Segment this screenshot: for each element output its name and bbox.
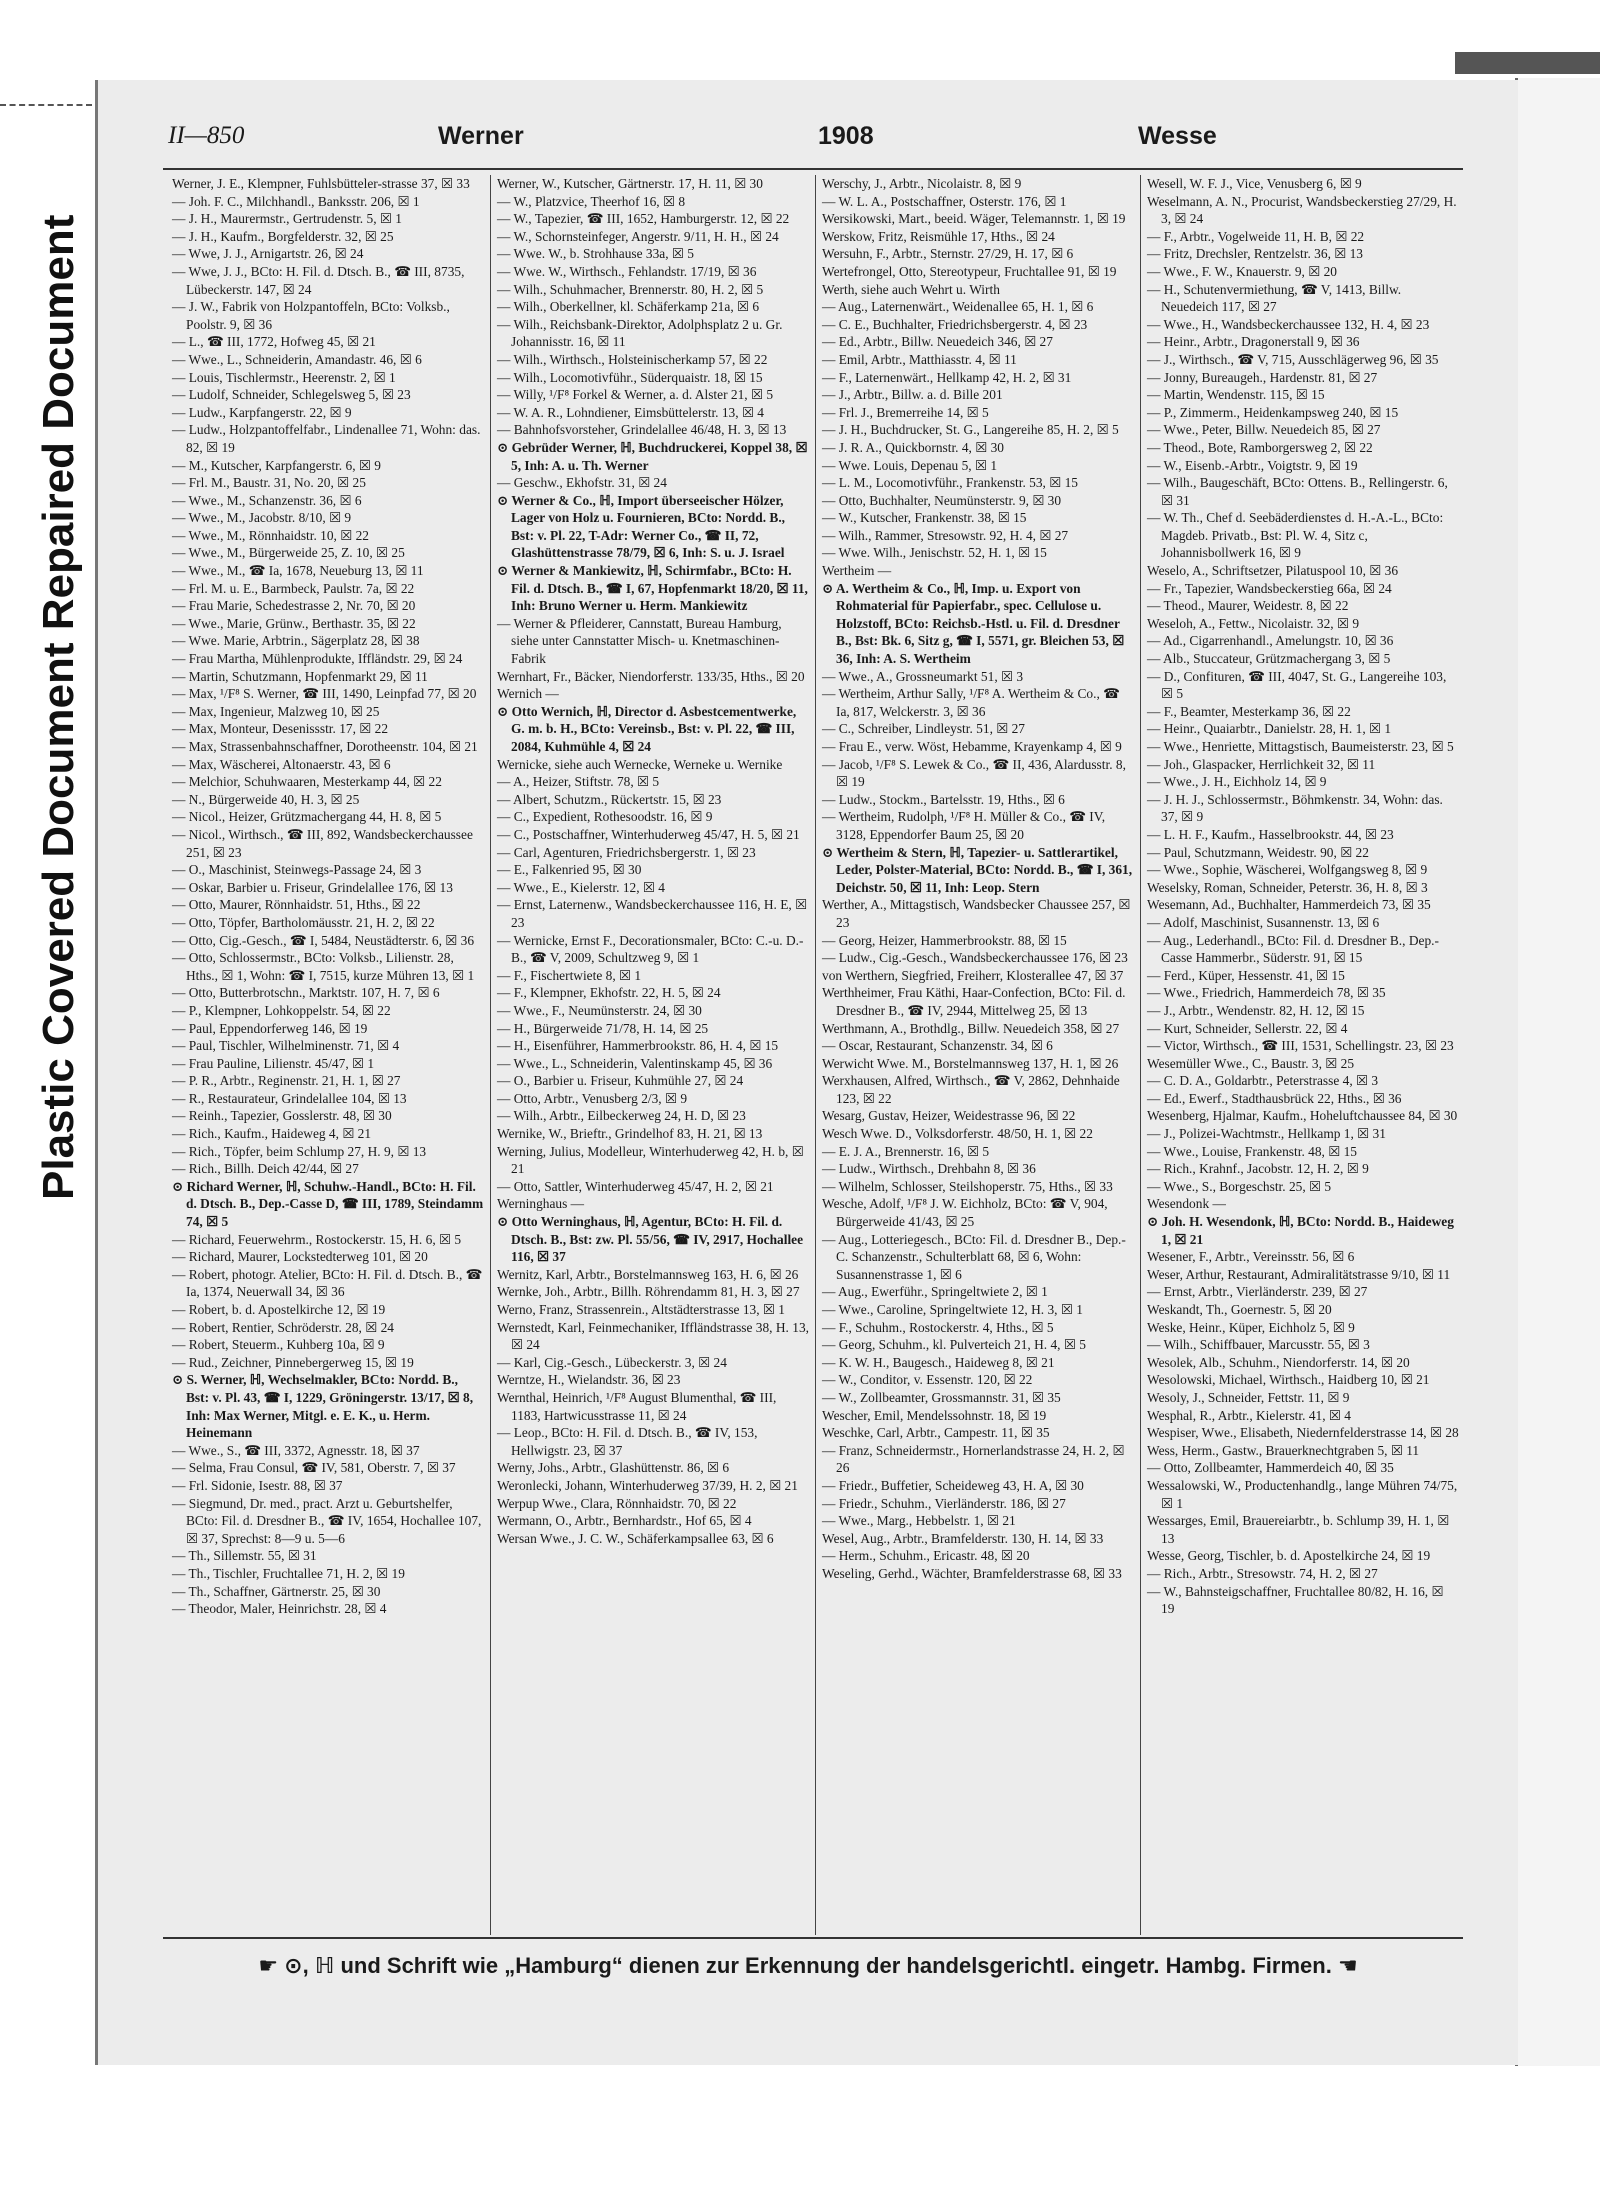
- directory-entry: — Max, ¹/F⁸ S. Werner, ☎ III, 1490, Leinpfad 77, ☒ 20: [172, 686, 477, 702]
- directory-entry: Wesphal, R., Arbtr., Kielerstr. 41, ☒ 4: [1147, 1407, 1351, 1423]
- directory-entry: Wesenberg, Hjalmar, Kaufm., Hoheluftchaussee 84, ☒ 30: [1147, 1108, 1458, 1124]
- directory-entry: — W., Bahnsteigschaffner, Fruchtallee 80/82, H. 16, ☒ 19: [1147, 1583, 1444, 1617]
- directory-entry: — L. M., Locomotivführ., Frankenstr. 53, ☒ 15: [822, 475, 1078, 491]
- directory-entry: — P., Klempner, Lohkoppelstr. 54, ☒ 22: [172, 1002, 391, 1018]
- directory-entry: — Wwe. Marie, Arbtrin., Sägerplatz 28, ☒ 38: [172, 633, 420, 649]
- directory-entry: Wersan Wwe., J. C. W., Schäferkampsallee 63, ☒ 6: [497, 1530, 774, 1546]
- directory-entry: — Theod., Maurer, Weidestr. 8, ☒ 22: [1147, 598, 1349, 614]
- directory-entry: Wersikowski, Mart., beeid. Wäger, Telemannstr. 1, ☒ 19: [822, 211, 1126, 227]
- directory-entry: — Wwe., Friedrich, Hammerdeich 78, ☒ 35: [1147, 985, 1386, 1001]
- directory-entry: — P. R., Arbtr., Reginenstr. 21, H. 1, ☒ 27: [172, 1073, 401, 1089]
- directory-entry: — A., Heizer, Stiftstr. 78, ☒ 5: [497, 774, 660, 790]
- directory-entry: — J. H., Kaufm., Borgfelderstr. 32, ☒ 25: [172, 228, 394, 244]
- directory-entry: — H., Bürgerweide 71/78, H. 14, ☒ 25: [497, 1020, 709, 1036]
- directory-entry: Wesemüller Wwe., C., Baustr. 3, ☒ 25: [1147, 1055, 1355, 1071]
- directory-entry: — Frl. Sidonie, Isestr. 88, ☒ 37: [172, 1477, 343, 1493]
- directory-entry: — Ludw., Holzpantoffelfabr., Lindenallee 71, Wohn: das. 82, ☒ 19: [172, 422, 481, 455]
- directory-entry: Werxhausen, Alfred, Wirthsch., ☎ V, 2862, Dehnhaide 123, ☒ 22: [822, 1073, 1120, 1106]
- directory-entry: — Martin, Wendenstr. 115, ☒ 15: [1147, 387, 1325, 403]
- footer-note: ☛ ⊙, ℍ und Schrift wie „Hamburg“ dienen zur Erkennung der handelsgerichtl. eingetr. Hambg. Firmen. ☚: [258, 1953, 1358, 1978]
- directory-entry: — Wwe. W., b. Strohhause 33a, ☒ 5: [497, 246, 694, 262]
- directory-entry: — Leop., BCto: H. Fil. d. Dtsch. B., ☎ IV, 153, Hellwigstr. 23, ☒ 37: [497, 1425, 758, 1458]
- directory-entry: — Ludw., Karpfangerstr. 22, ☒ 9: [172, 404, 352, 420]
- directory-entry: Wermann, O., Arbtr., Bernhardstr., Hof 65, ☒ 4: [497, 1513, 752, 1529]
- directory-entry: Wescher, Emil, Mendelssohnstr. 18, ☒ 19: [822, 1407, 1047, 1423]
- directory-entry: — N., Bürgerweide 40, H. 3, ☒ 25: [172, 791, 360, 807]
- directory-entry: — Otto, Sattler, Winterhuderweg 45/47, H. 2, ☒ 21: [497, 1178, 774, 1194]
- directory-entry: Weselsky, Roman, Schneider, Peterstr. 36, H. 8, ☒ 3: [1147, 879, 1428, 895]
- directory-entry: Wertefrongel, Otto, Stereotypeur, Fruchtallee 91, ☒ 19: [822, 263, 1117, 279]
- directory-entry: Wesse, Georg, Tischler, b. d. Apostelkirche 24, ☒ 19: [1147, 1548, 1431, 1564]
- header-first-entry: Werner: [438, 122, 524, 150]
- directory-entry: — F., Laternenwärt., Hellkamp 42, H. 2, ☒ 31: [822, 369, 1072, 385]
- directory-entry: — H., Eisenführer, Hammerbrookstr. 86, H. 4, ☒ 15: [497, 1038, 779, 1054]
- directory-entry: — Franz, Schneidermstr., Hornerlandstrasse 24, H. 2, ☒ 26: [822, 1442, 1125, 1476]
- directory-entry: — J., Arbtr., Wendenstr. 82, H. 12, ☒ 15: [1147, 1002, 1365, 1018]
- directory-entry: Wesendonk —: [1147, 1196, 1226, 1212]
- directory-entry: Wessalowski, W., Productenhandlg., lange Mühren 74/75, ☒ 1: [1147, 1477, 1458, 1511]
- directory-entry: — Max, Ingenieur, Malzweg 10, ☒ 25: [172, 703, 380, 719]
- directory-entry: — K. W. H., Baugesch., Haideweg 8, ☒ 21: [822, 1354, 1055, 1370]
- directory-entry: Wesel, Aug., Arbtr., Bramfelderstr. 130, H. 14, ☒ 33: [822, 1530, 1104, 1546]
- directory-entry: Wesell, W. F. J., Vice, Venusberg 6, ☒ 9: [1147, 176, 1362, 191]
- directory-entry: — Otto, Cig.-Gesch., ☎ I, 5484, Neustädterstr. 6, ☒ 36: [172, 932, 475, 948]
- directory-entry: Wesoly, J., Schneider, Fettstr. 11, ☒ 9: [1147, 1389, 1350, 1405]
- directory-entry: — Frau Pauline, Lilienstr. 45/47, ☒ 1: [172, 1055, 375, 1071]
- directory-entry: — Robert, Rentier, Schröderstr. 28, ☒ 24: [172, 1319, 394, 1335]
- directory-entry: Wernhart, Fr., Bäcker, Niendorferstr. 133/35, Hths., ☒ 20: [497, 668, 805, 684]
- directory-entry: — Otto, Buchhalter, Neumünsterstr. 9, ☒ 30: [822, 492, 1062, 508]
- directory-entry: — Rich., Krahnf., Jacobstr. 12, H. 2, ☒ 9: [1147, 1161, 1369, 1177]
- directory-entry: — Th., Tischler, Fruchtallee 71, H. 2, ☒ 19: [172, 1565, 405, 1581]
- directory-entry: — W. L. A., Postschaffner, Osterstr. 176, ☒ 1: [822, 193, 1067, 209]
- directory-entry: — Jacob, ¹/F⁸ S. Lewek & Co., ☎ II, 436, Alardusstr. 8, ☒ 19: [822, 756, 1126, 790]
- directory-entry: — Wwe., L., Schneiderin, Valentinskamp 45, ☒ 36: [497, 1055, 773, 1071]
- directory-entry: Wernstedt, Karl, Feinmechaniker, Iffländstrasse 38, H. 13, ☒ 24: [497, 1319, 809, 1353]
- column-2: [491, 175, 816, 1935]
- directory-entry: — Wwe., Peter, Billw. Neuedeich 85, ☒ 27: [1147, 422, 1381, 438]
- directory-entry: — Otto, Butterbrotschn., Marktstr. 107, H. 7, ☒ 6: [172, 985, 440, 1001]
- directory-entry: — Wwe., F., Neumünsterstr. 24, ☒ 30: [497, 1002, 702, 1018]
- directory-entry: ⊙ A. Wertheim & Co., ℍ, Imp. u. Export von Rohmaterial für Papierfabr., spec. Cellulose u. Holzstoff, BCto: Reichsb.-Hstl. u. Fil. d. Dresdner B., Bst: Bk. 6, Sitz g, ☎ I, 5571, gr. Bleichen 53, ☒ 36, Inh: A. S. Wertheim: [822, 580, 1125, 667]
- directory-entry: Wersuhn, F., Arbtr., Sternstr. 27/29, H. 17, ☒ 6: [822, 246, 1074, 262]
- directory-entry: Wesche, Adolf, ¹/F⁸ J. W. Eichholz, BCto: ☎ V, 904, Bürgerweide 41/43, ☒ 25: [822, 1196, 1108, 1230]
- directory-entry: Werther, A., Mittagstisch, Wandsbecker Chaussee 257, ☒ 23: [822, 897, 1131, 930]
- header-last-entry: Wesse: [1138, 122, 1217, 150]
- directory-entry: — Fr., Tapezier, Wandsbeckerstieg 66a, ☒ 24: [1147, 580, 1392, 596]
- entry-columns: [166, 175, 1466, 1935]
- directory-entry: — J. R. A., Quickbornstr. 4, ☒ 30: [822, 439, 1004, 455]
- directory-entry: — Wwe., M., Bürgerweide 25, Z. 10, ☒ 25: [172, 545, 405, 561]
- directory-entry: — J. H., Buchdrucker, St. G., Langereihe 85, H. 2, ☒ 5: [822, 422, 1119, 438]
- directory-entry: — Theodor, Maler, Heinrichstr. 28, ☒ 4: [172, 1601, 387, 1617]
- directory-entry: Werning, Julius, Modelleur, Winterhuderweg 42, H. b, ☒ 21: [497, 1143, 804, 1177]
- directory-entry: Weselo, A., Schriftsetzer, Pilatuspool 10, ☒ 36: [1147, 563, 1399, 579]
- directory-entry: Wernicke, siehe auch Wernecke, Werneke u. Wernike: [497, 756, 783, 772]
- directory-entry: — Nicol., Heizer, Grützmachergang 44, H. 8, ☒ 5: [172, 809, 442, 825]
- directory-entry: — O., Barbier u. Friseur, Kuhmühle 27, ☒ 24: [497, 1073, 744, 1089]
- directory-entry: Weseling, Gerhd., Wächter, Bramfelderstrasse 68, ☒ 33: [822, 1565, 1122, 1581]
- directory-entry: — Wwe., H., Wandsbeckerchaussee 132, H. 4, ☒ 23: [1147, 316, 1430, 332]
- directory-entry: Weronlecki, Johann, Winterhuderweg 37/39, H. 2, ☒ 21: [497, 1477, 798, 1493]
- directory-entry: — Frl. J., Bremerreihe 14, ☒ 5: [822, 404, 989, 420]
- directory-entry: — Wwe., Louise, Frankenstr. 48, ☒ 15: [1147, 1143, 1357, 1159]
- page-number: II—850: [168, 122, 245, 149]
- directory-entry: — Wilh., Rammer, Stresowstr. 92, H. 4, ☒ 27: [822, 527, 1069, 543]
- directory-entry: Wessarges, Emil, Brauereiarbtr., b. Schlump 39, H. 1, ☒ 13: [1147, 1513, 1450, 1546]
- directory-entry: Werninghaus —: [497, 1196, 585, 1212]
- directory-entry: — Ludw., Wirthsch., Drehbahn 8, ☒ 36: [822, 1161, 1036, 1177]
- directory-entry: — Wwe., M., ☎ Ia, 1678, Neueburg 13, ☒ 11: [172, 563, 424, 579]
- directory-entry: — Geschw., Ekhofstr. 31, ☒ 24: [497, 475, 667, 491]
- column-3: [816, 175, 1141, 1935]
- directory-entry: — Otto, Töpfer, Bartholomäusstr. 21, H. 2, ☒ 22: [172, 914, 435, 930]
- directory-entry: — Friedr., Buffetier, Scheideweg 43, H. A, ☒ 30: [822, 1477, 1084, 1493]
- directory-entry: Wespiser, Wwe., Elisabeth, Niedernfelderstrasse 14, ☒ 28: [1147, 1425, 1459, 1441]
- directory-entry: — Wilh., Schiffbauer, Marcusstr. 55, ☒ 3: [1147, 1337, 1370, 1353]
- directory-entry: — Wwe., F. W., Knauerstr. 9, ☒ 20: [1147, 263, 1337, 279]
- directory-entry: — Joh. F. C., Milchhandl., Banksstr. 206, ☒ 1: [172, 193, 420, 209]
- directory-entry: — Reinh., Tapezier, Gosslerstr. 48, ☒ 30: [172, 1108, 392, 1124]
- directory-entry: ⊙ Otto Wernich, ℍ, Director d. Asbestcementwerke, G. m. b. H., BCto: Vereinsb., Bst: v. Pl. 22, ☎ III, 2084, Kuhmühle 4, ☒ 24: [497, 703, 797, 754]
- directory-entry: — E., Falkenried 95, ☒ 30: [497, 862, 642, 878]
- directory-entry: — Otto, Zollbeamter, Hammerdeich 40, ☒ 35: [1147, 1460, 1394, 1476]
- directory-entry: — Max, Wäscherei, Altonaerstr. 43, ☒ 6: [172, 756, 391, 772]
- directory-entry: — C., Schreiber, Lindleystr. 51, ☒ 27: [822, 721, 1026, 737]
- directory-entry: — Wilh., Schuhmacher, Brennerstr. 80, H. 2, ☒ 5: [497, 281, 764, 297]
- directory-entry: — Ludolf, Schneider, Schlegelsweg 5, ☒ 23: [172, 387, 411, 403]
- directory-entry: — Kurt, Schneider, Sellerstr. 22, ☒ 4: [1147, 1020, 1348, 1036]
- directory-entry: — J., Arbtr., Billw. a. d. Bille 201: [822, 387, 1003, 403]
- directory-entry: — Alb., Stuccateur, Grützmachergang 3, ☒ 5: [1147, 651, 1391, 667]
- directory-entry: — Wwe., M., Schanzenstr. 36, ☒ 6: [172, 492, 362, 508]
- directory-entry: Werthmann, A., Brothdlg., Billw. Neuedeich 358, ☒ 27: [822, 1020, 1120, 1036]
- directory-entry: Weser, Arthur, Restaurant, Admiralitätstrasse 9/10, ☒ 11: [1147, 1266, 1451, 1282]
- facing-page-edge-bar: [1455, 52, 1600, 74]
- directory-entry: — J., Wirthsch., ☎ V, 715, Ausschlägerweg 96, ☒ 35: [1147, 351, 1439, 367]
- directory-entry: ⊙ Werner & Co., ℍ, Import überseeischer Hölzer, Lager von Holz u. Fournieren, BCto: Nordd. B., Bst: v. Pl. 22, T-Adr: Werner Co., ☎ II, 72, Glashüttenstrasse 78/79, ☒ 6, Inh: S. u. J. Israel: [497, 492, 786, 561]
- directory-entry: Wernthal, Heinrich, ¹/F⁸ August Blumenthal, ☎ III, 1183, Hartwicusstrasse 11, ☒ 24: [497, 1389, 777, 1423]
- directory-entry: — Fritz, Drechsler, Rentzelstr. 36, ☒ 13: [1147, 246, 1364, 262]
- directory-entry: — Richard, Feuerwehrm., Rostockerstr. 15, H. 6, ☒ 5: [172, 1231, 462, 1247]
- directory-entry: — W., Schornsteinfeger, Angerstr. 9/11, H. H., ☒ 24: [497, 228, 779, 244]
- footer-rule: [163, 1937, 1463, 1939]
- directory-entry: — F., Arbtr., Vogelweide 11, H. B, ☒ 22: [1147, 228, 1365, 244]
- directory-entry: Weschke, Carl, Arbtr., Campestr. 11, ☒ 35: [822, 1425, 1050, 1441]
- directory-entry: Werskow, Fritz, Reismühle 17, Hths., ☒ 24: [822, 228, 1055, 244]
- facing-page-edge: [1515, 78, 1600, 2066]
- directory-entry: — Rich., Billh. Deich 42/44, ☒ 27: [172, 1161, 359, 1177]
- directory-entry: — Paul, Schutzmann, Weidestr. 90, ☒ 22: [1147, 844, 1369, 860]
- directory-entry: — Robert, photogr. Atelier, BCto: H. Fil. d. Dtsch. B., ☎ Ia, 1374, Neuerwall 34, ☒ 36: [172, 1266, 483, 1300]
- directory-entry: — Bahnhofsvorsteher, Grindelallee 46/48, H. 3, ☒ 13: [497, 422, 787, 438]
- directory-entry: — W. A. R., Lohndiener, Eimsbüttelerstr. 13, ☒ 4: [497, 404, 764, 420]
- directory-entry: — F., Beamter, Mesterkamp 36, ☒ 22: [1147, 703, 1351, 719]
- directory-entry: — Wwe, J. J., Arnigartstr. 26, ☒ 24: [172, 246, 364, 262]
- directory-entry: Weskandt, Th., Goernestr. 5, ☒ 20: [1147, 1302, 1332, 1317]
- directory-entry: — H., Schutenvermiethung, ☎ V, 1413, Billw. Neuedeich 117, ☒ 27: [1147, 281, 1402, 315]
- directory-entry: — Victor, Wirthsch., ☎ III, 1531, Schellingstr. 23, ☒ 23: [1147, 1038, 1454, 1054]
- directory-entry: — Frau E., verw. Wöst, Hebamme, Krayenkamp 4, ☒ 9: [822, 739, 1122, 754]
- directory-entry: ⊙ Otto Werninghaus, ℍ, Agentur, BCto: H. Fil. d. Dtsch. B., Bst: zw. Pl. 55/56, ☎ IV, 2917, Hochallee 116, ☒ 37: [497, 1214, 804, 1265]
- directory-entry: — Ed., Ewerf., Stadthausbrück 22, Hths., ☒ 36: [1147, 1090, 1402, 1106]
- directory-entry: — Wernicke, Ernst F., Decorationsmaler, BCto: C.-u. D.-B., ☎ V, 2009, Schultzweg 9, ☒ 1: [497, 932, 804, 966]
- directory-entry: — Ed., Arbtr., Billw. Neuedeich 346, ☒ 27: [822, 334, 1053, 350]
- directory-entry: — Ludw., Stockm., Bartelsstr. 19, Hths., ☒ 6: [822, 791, 1065, 807]
- directory-entry: — J. W., Fabrik von Holzpantoffeln, BCto: Volksb., Poolstr. 9, ☒ 36: [172, 299, 450, 332]
- directory-entry: Wesener, F., Arbtr., Vereinsstr. 56, ☒ 6: [1147, 1249, 1355, 1265]
- directory-entry: — Frau Marie, Schedestrasse 2, Nr. 70, ☒ 20: [172, 598, 416, 614]
- directory-entry: — Wwe., Caroline, Springeltwiete 12, H. 3, ☒ 1: [822, 1302, 1083, 1317]
- directory-entry: — Wwe., L., Schneiderin, Amandastr. 46, ☒ 6: [172, 351, 422, 367]
- directory-entry: Weske, Heinr., Küper, Eichholz 5, ☒ 9: [1147, 1319, 1355, 1335]
- directory-entry: ⊙ S. Werner, ℍ, Wechselmakler, BCto: Nordd. B., Bst: v. Pl. 43, ☎ I, 1229, Gröningerstr. 13/17, ☒ 8, Inh: Max Werner, Mitgl. e. E. K., u. Herm. Heinemann: [172, 1372, 474, 1441]
- directory-entry: — Martin, Schutzmann, Hopfenmarkt 29, ☒ 11: [172, 668, 428, 684]
- directory-entry: Wesarg, Gustav, Heizer, Weidestrasse 96, ☒ 22: [822, 1108, 1076, 1124]
- directory-entry: — W., Platzvice, Theerhof 16, ☒ 8: [497, 193, 686, 209]
- directory-entry: — Wwe., A., Grossneumarkt 51, ☒ 3: [822, 668, 1024, 684]
- directory-entry: ⊙ Werner & Mankiewitz, ℍ, Schirmfabr., BCto: H. Fil. d. Dtsch. B., ☎ I, 67, Hopfenmarkt 18/20, ☒ 11, Inh: Bruno Werner u. Herm. Mankiewitz: [497, 563, 808, 614]
- directory-entry: — F., Schuhm., Rostockerstr. 4, Hths., ☒ 5: [822, 1319, 1054, 1335]
- directory-entry: — Melchior, Schuhwaaren, Mesterkamp 44, ☒ 22: [172, 774, 442, 790]
- directory-entry: — C. D. A., Goldarbtr., Peterstrasse 4, ☒ 3: [1147, 1073, 1379, 1089]
- directory-entry: — F., Fischertwiete 8, ☒ 1: [497, 967, 642, 983]
- directory-entry: — Siegmund, Dr. med., pract. Arzt u. Geburtshelfer, BCto: Fil. d. Dresdner B., ☎ IV, 1654, Hochallee 107, ☒ 37, Sprechst: 8—9 u. 5—6: [172, 1495, 482, 1546]
- directory-entry: — Theod., Bote, Ramborgersweg 2, ☒ 22: [1147, 439, 1373, 455]
- directory-entry: Werth, siehe auch Wehrt u. Wirth: [822, 281, 1000, 297]
- directory-entry: — Wilh., Wirthsch., Holsteinischerkamp 57, ☒ 22: [497, 351, 768, 367]
- directory-entry: — Ferd., Küper, Hessenstr. 41, ☒ 15: [1147, 967, 1345, 983]
- directory-entry: — W., Eisenb.-Arbtr., Voigtstr. 9, ☒ 19: [1147, 457, 1358, 473]
- directory-entry: — Emil, Arbtr., Matthiasstr. 4, ☒ 11: [822, 351, 1017, 367]
- directory-entry: — Werner & Pfleiderer, Cannstatt, Bureau Hamburg, siehe unter Cannstatter Misch- u. Knetmaschinen-Fabrik: [497, 615, 782, 667]
- directory-entry: Wernike, W., Brieftr., Grindelhof 83, H. 21, ☒ 13: [497, 1126, 763, 1142]
- directory-entry: — Heinr., Quaiarbtr., Danielstr. 28, H. 1, ☒ 1: [1147, 721, 1392, 737]
- side-label: Plastic Covered Document Repaired Document: [34, 214, 83, 1200]
- directory-entry: — Joh., Glaspacker, Herrlichkeit 32, ☒ 11: [1147, 756, 1376, 772]
- directory-entry: — C., Postschaffner, Winterhuderweg 45/47, H. 5, ☒ 21: [497, 826, 800, 842]
- directory-entry: — D., Confituren, ☎ III, 4047, St. G., Langereihe 103, ☒ 5: [1147, 668, 1447, 702]
- directory-entry: — Aug., Lederhandl., BCto: Fil. d. Dresdner B., Dep.-Casse Hammerbr., Süderstr. 91, ☒ 15: [1147, 932, 1439, 966]
- directory-entry: Wesch Wwe. D., Volksdorferstr. 48/50, H. 1, ☒ 22: [822, 1126, 1093, 1142]
- column-1: [166, 175, 491, 1935]
- directory-entry: — Albert, Schutzm., Rückertstr. 15, ☒ 23: [497, 791, 722, 807]
- directory-entry: — Aug., Laternenwärt., Weidenallee 65, H. 1, ☒ 6: [822, 299, 1094, 315]
- directory-entry: — Richard, Maurer, Lockstedterweg 101, ☒ 20: [172, 1249, 428, 1265]
- directory-entry: — Jonny, Bureaugeh., Hardenstr. 81, ☒ 27: [1147, 369, 1378, 385]
- directory-entry: — Rich., Arbtr., Stresowstr. 74, H. 2, ☒ 27: [1147, 1565, 1378, 1581]
- directory-entry: Werthheimer, Frau Käthi, Haar-Confection, BCto: Fil. d. Dresdner B., ☎ IV, 2944, Mittelweg 25, ☒ 13: [822, 985, 1126, 1018]
- directory-entry: Wesemann, Ad., Buchhalter, Hammerdeich 73, ☒ 35: [1147, 897, 1431, 913]
- directory-entry: — Wertheim, Arthur Sally, ¹/F⁸ A. Wertheim & Co., ☎ Ia, 817, Welckerstr. 3, ☒ 36: [822, 686, 1120, 719]
- directory-entry: — Wilh., Locomotivführ., Süderquaistr. 18, ☒ 15: [497, 369, 763, 385]
- directory-entry: — Friedr., Schuhm., Vierländerstr. 186, ☒ 27: [822, 1495, 1066, 1511]
- directory-entry: Wess, Herm., Gastw., Brauerknechtgraben 5, ☒ 11: [1147, 1442, 1420, 1458]
- directory-entry: — Wwe. W., Wirthsch., Fehlandstr. 17/19, ☒ 36: [497, 263, 757, 279]
- directory-entry: — O., Maschinist, Steinwegs-Passage 24, ☒ 3: [172, 862, 422, 878]
- directory-entry: — Ernst, Laternenw., Wandsbeckerchaussee 116, H. E, ☒ 23: [497, 897, 808, 930]
- directory-entry: — Rich., Kaufm., Haideweg 4, ☒ 21: [172, 1126, 372, 1142]
- directory-entry: Wesolek, Alb., Schuhm., Niendorferstr. 14, ☒ 20: [1147, 1354, 1410, 1370]
- directory-entry: — Heinr., Arbtr., Dragonerstall 9, ☒ 36: [1147, 334, 1360, 350]
- directory-entry: — Wilh., Oberkellner, kl. Schäferkamp 21a, ☒ 6: [497, 299, 760, 315]
- directory-entry: — W., Zollbeamter, Grossmannstr. 31, ☒ 35: [822, 1389, 1061, 1405]
- directory-entry: — Max, Monteur, Desenissstr. 17, ☒ 22: [172, 721, 389, 737]
- directory-entry: Werno, Franz, Strassenrein., Altstädterstrasse 13, ☒ 1: [497, 1302, 785, 1317]
- directory-entry: — Oscar, Restaurant, Schanzenstr. 34, ☒ 6: [822, 1038, 1053, 1054]
- directory-entry: — Herm., Schuhm., Ericastr. 48, ☒ 20: [822, 1548, 1030, 1564]
- directory-entry: Wesolowski, Michael, Wirthsch., Haidberg 10, ☒ 21: [1147, 1372, 1430, 1388]
- directory-entry: — Wilh., Arbtr., Eilbeckerweg 24, H. D, ☒ 23: [497, 1108, 746, 1124]
- directory-entry: — Ernst, Arbtr., Vierländerstr. 239, ☒ 27: [1147, 1284, 1368, 1300]
- directory-entry: — J. H. J., Schlossermstr., Böhmkenstr. 34, Wohn: das. 37, ☒ 9: [1147, 791, 1443, 825]
- directory-entry: — Oskar, Barbier u. Friseur, Grindelallee 176, ☒ 13: [172, 879, 453, 895]
- directory-entry: — Wwe. Wilh., Jenischstr. 52, H. 1, ☒ 15: [822, 545, 1047, 561]
- directory-entry: Werntze, H., Wielandstr. 36, ☒ 23: [497, 1372, 681, 1388]
- directory-page: [95, 80, 1518, 2065]
- directory-entry: Weseloh, A., Fettw., Nicolaistr. 32, ☒ 9: [1147, 615, 1360, 631]
- directory-entry: — Aug., Ewerführ., Springeltwiete 2, ☒ 1: [822, 1284, 1048, 1300]
- directory-entry: Werpup Wwe., Clara, Rönnhaidstr. 70, ☒ 22: [497, 1495, 737, 1511]
- directory-entry: — L., ☎ III, 1772, Hofweg 45, ☒ 21: [172, 334, 376, 350]
- directory-entry: — Ad., Cigarrenhandl., Amelungstr. 10, ☒ 36: [1147, 633, 1394, 649]
- directory-entry: — P., Zimmerm., Heidenkampsweg 240, ☒ 15: [1147, 404, 1399, 420]
- directory-entry: — Frau Martha, Mühlenprodukte, Iffländstr. 29, ☒ 24: [172, 651, 463, 667]
- directory-entry: Wernitz, Karl, Arbtr., Borstelmannsweg 163, H. 6, ☒ 26: [497, 1266, 799, 1282]
- directory-entry: Weselmann, A. N., Procurist, Wandsbeckerstieg 27/29, H. 3, ☒ 24: [1147, 193, 1457, 227]
- directory-entry: ⊙ Richard Werner, ℍ, Schuhw.-Handl., BCto: H. Fil. d. Dtsch. B., Dep.-Casse D, ☎ III, 1789, Steindamm 74, ☒ 5: [172, 1178, 484, 1230]
- directory-entry: Werschy, J., Arbtr., Nicolaistr. 8, ☒ 9: [822, 176, 1022, 191]
- directory-entry: — Wwe., Marg., Hebbelstr. 1, ☒ 21: [822, 1513, 1016, 1529]
- directory-entry: — Th., Sillemstr. 55, ☒ 31: [172, 1548, 317, 1564]
- directory-entry: — Paul, Tischler, Wilhelminenstr. 71, ☒ 4: [172, 1038, 400, 1054]
- directory-entry: — Aug., Lotteriegesch., BCto: Fil. d. Dresdner B., Dep.-C. Schanzenstr., Schulterblatt 68, ☒ 6, Wohn: Susannenstrasse 1, ☒ 6: [822, 1231, 1126, 1282]
- directory-entry: — Wwe., M., Jacobstr. 8/10, ☒ 9: [172, 510, 352, 526]
- directory-entry: — Willy, ¹/F⁸ Forkel & Werner, a. d. Alster 21, ☒ 5: [497, 387, 774, 403]
- directory-entry: ⊙ Joh. H. Wesendonk, ℍ, BCto: Nordd. B., Haideweg 1, ☒ 21: [1147, 1214, 1454, 1247]
- directory-entry: Werner, W., Kutscher, Gärtnerstr. 17, H. 11, ☒ 30: [497, 176, 763, 191]
- directory-entry: ⊙ Wertheim & Stern, ℍ, Tapezier- u. Sattlerartikel, Leder, Polster-Material, BCto: Nordd. B., ☎ I, 361, Deichstr. 50, ☒ 11, Inh: Leop. Stern: [822, 844, 1133, 895]
- directory-entry: — Robert, b. d. Apostelkirche 12, ☒ 19: [172, 1302, 386, 1317]
- directory-entry: — J., Polizei-Wachtmstr., Hellkamp 1, ☒ 31: [1147, 1126, 1386, 1142]
- directory-entry: — Wertheim, Rudolph, ¹/F⁸ H. Müller & Co., ☎ IV, 3128, Eppendorfer Baum 25, ☒ 20: [822, 809, 1106, 842]
- directory-entry: — Wwe., Sophie, Wäscherei, Wolfgangsweg 8, ☒ 9: [1147, 862, 1428, 878]
- header-rule: [163, 168, 1463, 170]
- directory-entry: — Otto, Schlossermstr., BCto: Volksb., Lilienstr. 28, Hths., ☒ 1, Wohn: ☎ I, 7515, kurze Mühren 13, ☒ 1: [172, 950, 475, 983]
- directory-entry: — Georg, Heizer, Hammerbrookstr. 88, ☒ 15: [822, 932, 1067, 948]
- directory-entry: — Wwe., Henriette, Mittagstisch, Baumeisterstr. 23, ☒ 5: [1147, 739, 1454, 754]
- directory-entry: Werny, Johs., Arbtr., Glashüttenstr. 86, ☒ 6: [497, 1460, 730, 1476]
- directory-entry: von Werthern, Siegfried, Freiherr, Klosterallee 47, ☒ 37: [822, 967, 1124, 983]
- directory-entry: — R., Restaurateur, Grindelallee 104, ☒ 13: [172, 1090, 407, 1106]
- directory-entry: — E. J. A., Brennerstr. 16, ☒ 5: [822, 1143, 990, 1159]
- directory-entry: — Selma, Frau Consul, ☎ IV, 581, Oberstr. 7, ☒ 37: [172, 1460, 456, 1476]
- directory-entry: — Otto, Maurer, Rönnhaidstr. 51, Hths., ☒ 22: [172, 897, 421, 913]
- directory-entry: — Wilhelm, Schlosser, Steilshoperstr. 75, Hths., ☒ 33: [822, 1178, 1113, 1194]
- directory-entry: — Wwe., M., Rönnhaidstr. 10, ☒ 22: [172, 527, 369, 543]
- directory-entry: — Adolf, Maschinist, Susannenstr. 13, ☒ 6: [1147, 914, 1380, 930]
- directory-entry: — Wwe., S., ☎ III, 3372, Agnesstr. 18, ☒ 37: [172, 1442, 420, 1458]
- directory-entry: — F., Klempner, Ekhofstr. 22, H. 5, ☒ 24: [497, 985, 721, 1001]
- directory-entry: Wertheim —: [822, 563, 892, 579]
- directory-entry: — W. Th., Chef d. Seebäderdienstes d. H.-A.-L., BCto: Magdeb. Privatb., Bst: Pl. W. 4, Sitz c, Johannisbollwerk 16, ☒ 9: [1147, 510, 1444, 561]
- directory-entry: — Rud., Zeichner, Pinnebergerweg 15, ☒ 19: [172, 1354, 414, 1370]
- directory-entry: — Paul, Eppendorferweg 146, ☒ 19: [172, 1020, 368, 1036]
- directory-entry: Wernke, Joh., Arbtr., Billh. Röhrendamm 81, H. 3, ☒ 27: [497, 1284, 800, 1300]
- directory-entry: Wernich —: [497, 686, 559, 702]
- directory-entry: — Ludw., Cig.-Gesch., Wandsbeckerchaussee 176, ☒ 23: [822, 950, 1128, 966]
- directory-entry: — Georg, Schuhm., kl. Pulverteich 21, H. 4, ☒ 5: [822, 1337, 1086, 1353]
- directory-entry: Werwicht Wwe. M., Borstelmannsweg 137, H. 1, ☒ 26: [822, 1055, 1119, 1071]
- directory-entry: — Wwe., E., Kielerstr. 12, ☒ 4: [497, 879, 665, 895]
- directory-entry: — Wilh., Reichsbank-Direktor, Adolphsplatz 2 u. Gr. Johannisstr. 16, ☒ 11: [497, 316, 783, 350]
- directory-entry: ⊙ Gebrüder Werner, ℍ, Buchdruckerei, Koppel 38, ☒ 5, Inh: A. u. Th. Werner: [497, 439, 808, 473]
- directory-entry: — Wwe, J. J., BCto: H. Fil. d. Dtsch. B., ☎ III, 8735, Lübeckerstr. 147, ☒ 24: [172, 263, 465, 297]
- directory-entry: — Robert, Steuerm., Kuhberg 10a, ☒ 9: [172, 1337, 385, 1353]
- directory-entry: — Wwe. Louis, Depenau 5, ☒ 1: [822, 457, 998, 473]
- directory-entry: — Wwe., Marie, Grünw., Berthastr. 35, ☒ 22: [172, 615, 416, 631]
- directory-entry: — Rich., Töpfer, beim Schlump 27, H. 9, ☒ 13: [172, 1143, 427, 1159]
- directory-entry: — Carl, Agenturen, Friedrichsbergerstr. 1, ☒ 23: [497, 844, 756, 860]
- directory-entry: — C., Expedient, Rothesoodstr. 16, ☒ 9: [497, 809, 713, 825]
- directory-entry: — Wwe., J. H., Eichholz 14, ☒ 9: [1147, 774, 1327, 790]
- directory-entry: — C. E., Buchhalter, Friedrichsbergerstr. 4, ☒ 23: [822, 316, 1088, 332]
- directory-entry: — W., Tapezier, ☎ III, 1652, Hamburgerstr. 12, ☒ 22: [497, 211, 790, 227]
- directory-entry: — M., Kutscher, Karpfangerstr. 6, ☒ 9: [172, 457, 381, 473]
- directory-entry: — W., Conditor, v. Essenstr. 120, ☒ 22: [822, 1372, 1033, 1388]
- directory-entry: — J. H., Maurermstr., Gertrudenstr. 5, ☒ 1: [172, 211, 402, 227]
- directory-entry: — Frl. M. u. E., Barmbeck, Paulstr. 7a, ☒ 22: [172, 580, 415, 596]
- directory-entry: — L. H. F., Kaufm., Hasselbrookstr. 44, ☒ 23: [1147, 826, 1394, 842]
- directory-entry: — W., Kutscher, Frankenstr. 38, ☒ 15: [822, 510, 1027, 526]
- directory-entry: — Th., Schaffner, Gärtnerstr. 25, ☒ 30: [172, 1583, 381, 1599]
- directory-entry: — Louis, Tischlermstr., Heerenstr. 2, ☒ 1: [172, 369, 396, 385]
- directory-entry: — Wilh., Baugeschäft, BCto: Ottens. B., Rellingerstr. 6, ☒ 31: [1147, 475, 1448, 508]
- directory-entry: Werner, J. E., Klempner, Fuhlsbütteler-strasse 37, ☒ 33: [172, 176, 470, 191]
- column-4: [1141, 175, 1466, 1935]
- directory-entry: — Frl. M., Baustr. 31, No. 20, ☒ 25: [172, 475, 366, 491]
- page-header: [158, 122, 1478, 162]
- directory-entry: — Wwe., S., Borgeschstr. 25, ☒ 5: [1147, 1178, 1332, 1194]
- directory-entry: — Nicol., Wirthsch., ☎ III, 892, Wandsbeckerchaussee 251, ☒ 23: [172, 826, 473, 860]
- header-year: 1908: [818, 122, 874, 150]
- side-dashed-line: [0, 104, 92, 106]
- directory-entry: — Karl, Cig.-Gesch., Lübeckerstr. 3, ☒ 24: [497, 1354, 727, 1370]
- directory-entry: — Otto, Arbtr., Venusberg 2/3, ☒ 9: [497, 1090, 688, 1106]
- directory-entry: — Max, Strassenbahnschaffner, Dorotheenstr. 104, ☒ 21: [172, 739, 478, 754]
